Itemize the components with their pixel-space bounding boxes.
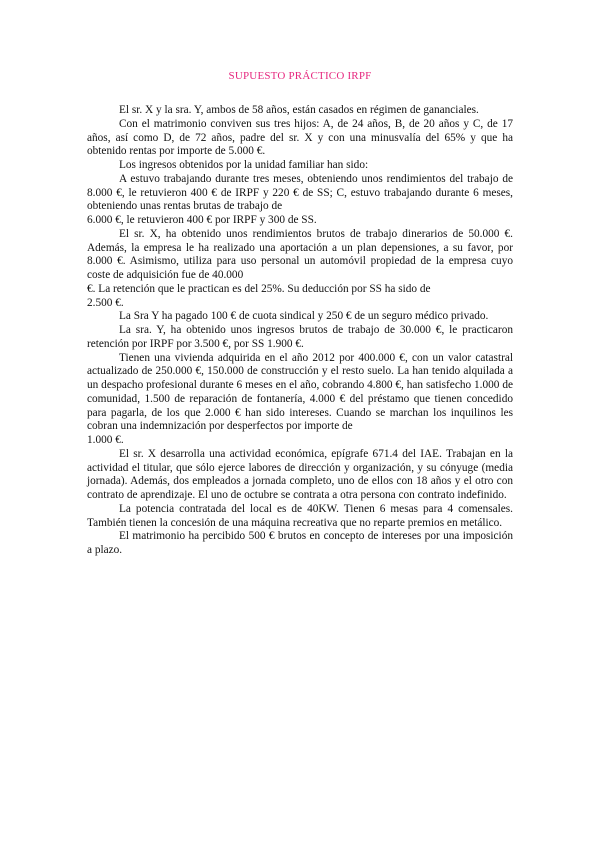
paragraph-interest: El matrimonio ha percibido 500 € brutos en concepto de intereses por una imposición a plazo. [87,530,513,556]
paragraph-mr-x-retention: €. La retención que le practican es del 25%. Su deducción por SS ha sido de [87,282,431,295]
paragraph-property: Tienen una vivienda adquirida en el año 2012 por 400.000 €, con un valor catastral actualizado de 250.000 €, 150.000 de construcción y el resto suelo. La han tenido alquilada a un despacho profesional durante 6 meses en el año, cobrando 4.800 €, han satisfecho 1.000 de comunidad, 1.500 de reparación de fontanería, 4.000 € del préstamo que tienen concedido para pagarla, de los que 2.000 € han sido intereses. Cuando se marchan los inquilinos les cobran una indemnización por desperfectos por importe de [87,351,513,433]
paragraph-mrs-y-income: La sra. Y, ha obtenido unos ingresos brutos de trabajo de 30.000 €, le practicaron retención por IRPF por 3.500 €, por SS 1.900 €. [87,324,513,350]
paragraph-marriage: El sr. X y la sra. Y, ambos de 58 años, están casados en régimen de gananciales. [119,104,479,116]
paragraph-property-indemnity: 1.000 €. [87,434,124,446]
paragraph-income-intro: Los ingresos obtenidos por la unidad familiar han sido: [119,159,369,171]
paragraph-mr-x-income: El sr. X, ha obtenido unos rendimientos brutos de trabajo dinerarios de 50.000 €. Además, la empresa le ha realizado una aportación a un plan depensiones, a su favor, por 8.000 €. Asimismo, utiliza para uso personal un automóvil propiedad de la empresa cuyo coste de adquisición fue de 40.000 [87,227,513,281]
paragraph-premises: La potencia contratada del local es de 40KW. Tienen 6 mesas para 4 comensales. También tienen la concesión de una máquina recreativa que no reparte premios en metálico. [87,502,513,529]
paragraph-household: Con el matrimonio conviven sus tres hijos: A, de 24 años, B, de 20 años y C, de 17 años, así como D, de 72 años, padre del sr. X y con una minusvalía del 65% y que ha obtenido rentas por importe de 5.000 €. [87,117,513,158]
paragraph-mr-x-ss: 2.500 €. [87,296,124,309]
paragraph-children-income-cont: 6.000 €, le retuvieron 400 € por IRPF y 300 de SS. [87,214,317,226]
document-body [87,104,513,558]
paragraph-economic-activity: El sr. X desarrolla una actividad económica, epígrafe 671.4 del IAE. Trabajan en la actividad el titular, que sólo ejerce labores de dirección y organización, y su cónyuge (media jornada). Además, dos empleados a jornada completo, uno de ellos con 18 años y el otro con contrato de aprendizaje. El uno de octubre se contrata a otra persona con contrato indefinido. [87,447,513,501]
paragraph-mrs-y-fees: La Sra Y ha pagado 100 € de cuota sindical y 250 € de un seguro médico privado. [119,310,489,323]
paragraph-children-income: A estuvo trabajando durante tres meses, obteniendo unos rendimientos del trabajo de 8.000 €, le retuvieron 400 € de IRPF y 220 € de SS; C, estuvo trabajando durante 6 meses, obteniendo unas rentas brutas de trabajo de [87,172,513,213]
document-title: SUPUESTO PRÁCTICO IRPF [228,70,372,82]
